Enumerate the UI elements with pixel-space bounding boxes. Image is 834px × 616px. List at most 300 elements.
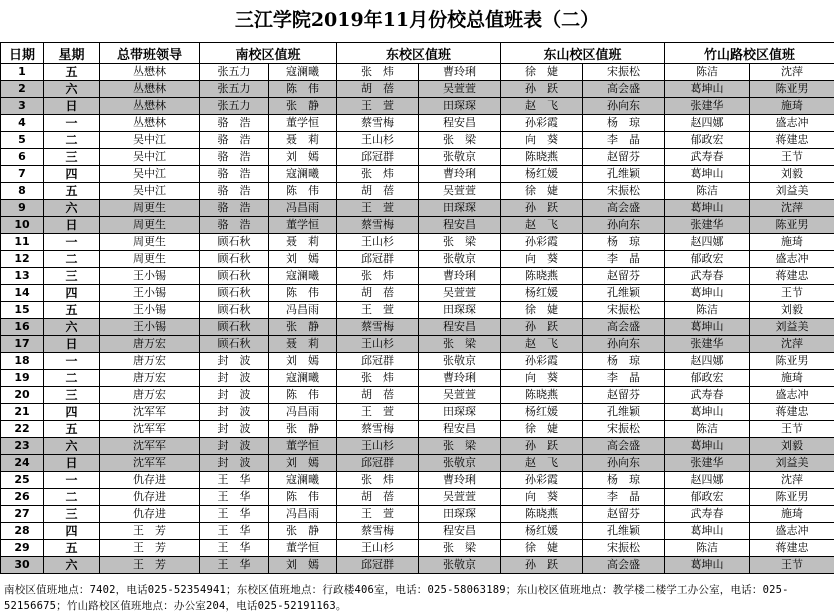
south-campus-duty-2: 董学恒 xyxy=(269,217,337,234)
south-campus-duty-1: 顾石秋 xyxy=(200,251,269,268)
south-campus-duty-2: 冯昌雨 xyxy=(269,200,337,217)
east-campus-duty-1: 王 萱 xyxy=(337,98,419,115)
table-row xyxy=(1,353,834,370)
east-campus-duty-1: 王山杉 xyxy=(337,132,419,149)
date-cell: 23 xyxy=(1,438,44,455)
dongshan-campus-duty-2: 杨 琼 xyxy=(583,115,665,132)
south-campus-duty-1: 顾石秋 xyxy=(200,268,269,285)
zhushan-campus-duty-2: 盛志冲 xyxy=(750,115,834,132)
south-campus-duty-2: 陈 伟 xyxy=(269,285,337,302)
east-campus-duty-2: 程安昌 xyxy=(419,421,501,438)
east-campus-duty-1: 蔡雪梅 xyxy=(337,217,419,234)
leader-cell: 唐万宏 xyxy=(100,336,200,353)
leader-cell: 王小锡 xyxy=(100,268,200,285)
zhushan-campus-duty-2: 盛志冲 xyxy=(750,387,834,404)
date-cell: 7 xyxy=(1,166,44,183)
leader-cell: 沈军军 xyxy=(100,421,200,438)
zhushan-campus-duty-1: 郁政宏 xyxy=(665,370,750,387)
south-campus-duty-2: 寇澜曦 xyxy=(269,64,337,81)
weekday-cell: 六 xyxy=(44,557,100,574)
zhushan-campus-duty-1: 葛坤山 xyxy=(665,200,750,217)
leader-cell: 丛懋林 xyxy=(100,64,200,81)
zhushan-campus-duty-2: 刘益美 xyxy=(750,455,834,472)
dongshan-campus-duty-1: 向 葵 xyxy=(501,489,583,506)
table-row xyxy=(1,370,834,387)
header-south-campus: 南校区值班 xyxy=(200,43,337,64)
dongshan-campus-duty-2: 赵留芬 xyxy=(583,387,665,404)
dongshan-campus-duty-1: 赵 飞 xyxy=(501,217,583,234)
east-campus-duty-2: 张敬京 xyxy=(419,149,501,166)
date-cell: 13 xyxy=(1,268,44,285)
south-campus-duty-1: 顾石秋 xyxy=(200,336,269,353)
zhushan-campus-duty-1: 张建华 xyxy=(665,455,750,472)
dongshan-campus-duty-1: 孙 跃 xyxy=(501,557,583,574)
weekday-cell: 四 xyxy=(44,285,100,302)
date-cell: 1 xyxy=(1,64,44,81)
east-campus-duty-2: 张 梁 xyxy=(419,540,501,557)
zhushan-campus-duty-2: 陈亚男 xyxy=(750,217,834,234)
zhushan-campus-duty-1: 陈洁 xyxy=(665,64,750,81)
south-campus-duty-1: 王 华 xyxy=(200,489,269,506)
table-row xyxy=(1,489,834,506)
header-east-campus: 东校区值班 xyxy=(337,43,501,64)
east-campus-duty-2: 曹玲琍 xyxy=(419,370,501,387)
zhushan-campus-duty-1: 葛坤山 xyxy=(665,285,750,302)
east-campus-duty-1: 胡 蓓 xyxy=(337,81,419,98)
dongshan-campus-duty-1: 杨红媛 xyxy=(501,404,583,421)
east-campus-duty-1: 王 萱 xyxy=(337,302,419,319)
south-campus-duty-2: 张 静 xyxy=(269,523,337,540)
weekday-cell: 四 xyxy=(44,166,100,183)
south-campus-duty-1: 骆 浩 xyxy=(200,200,269,217)
dongshan-campus-duty-1: 孙 跃 xyxy=(501,438,583,455)
date-cell: 19 xyxy=(1,370,44,387)
leader-cell: 周更生 xyxy=(100,234,200,251)
leader-cell: 吴中江 xyxy=(100,149,200,166)
dongshan-campus-duty-1: 赵 飞 xyxy=(501,455,583,472)
leader-cell: 丛懋林 xyxy=(100,115,200,132)
table-row xyxy=(1,404,834,421)
zhushan-campus-duty-2: 王节 xyxy=(750,557,834,574)
dongshan-campus-duty-1: 徐 婕 xyxy=(501,64,583,81)
south-campus-duty-1: 骆 浩 xyxy=(200,149,269,166)
zhushan-campus-duty-2: 施琦 xyxy=(750,234,834,251)
weekday-cell: 二 xyxy=(44,132,100,149)
table-row xyxy=(1,166,834,183)
dongshan-campus-duty-2: 高会盛 xyxy=(583,557,665,574)
weekday-cell: 三 xyxy=(44,149,100,166)
dongshan-campus-duty-2: 孔维颖 xyxy=(583,166,665,183)
table-row xyxy=(1,438,834,455)
leader-cell: 丛懋林 xyxy=(100,81,200,98)
leader-cell: 唐万宏 xyxy=(100,353,200,370)
dongshan-campus-duty-2: 孙向东 xyxy=(583,336,665,353)
table-row xyxy=(1,387,834,404)
zhushan-campus-duty-2: 蒋建忠 xyxy=(750,268,834,285)
table-row xyxy=(1,506,834,523)
dongshan-campus-duty-2: 高会盛 xyxy=(583,81,665,98)
south-campus-duty-2: 聂 莉 xyxy=(269,234,337,251)
date-cell: 18 xyxy=(1,353,44,370)
zhushan-campus-duty-1: 葛坤山 xyxy=(665,319,750,336)
south-campus-duty-1: 王 华 xyxy=(200,506,269,523)
zhushan-campus-duty-2: 陈亚男 xyxy=(750,81,834,98)
zhushan-campus-duty-1: 赵四娜 xyxy=(665,353,750,370)
dongshan-campus-duty-1: 孙 跃 xyxy=(501,319,583,336)
zhushan-campus-duty-2: 沈萍 xyxy=(750,472,834,489)
dongshan-campus-duty-2: 赵留芬 xyxy=(583,149,665,166)
south-campus-duty-1: 骆 浩 xyxy=(200,166,269,183)
leader-cell: 唐万宏 xyxy=(100,387,200,404)
east-campus-duty-1: 张 炜 xyxy=(337,370,419,387)
zhushan-campus-duty-1: 武寿春 xyxy=(665,268,750,285)
south-campus-duty-1: 顾石秋 xyxy=(200,319,269,336)
east-campus-duty-1: 蔡雪梅 xyxy=(337,421,419,438)
leader-cell: 王小锡 xyxy=(100,285,200,302)
south-campus-duty-1: 王 华 xyxy=(200,523,269,540)
weekday-cell: 日 xyxy=(44,98,100,115)
zhushan-campus-duty-2: 刘毅 xyxy=(750,438,834,455)
weekday-cell: 二 xyxy=(44,251,100,268)
south-campus-duty-1: 顾石秋 xyxy=(200,234,269,251)
leader-cell: 吴中江 xyxy=(100,183,200,200)
table-body xyxy=(1,64,834,574)
east-campus-duty-2: 程安昌 xyxy=(419,217,501,234)
zhushan-campus-duty-1: 赵四娜 xyxy=(665,234,750,251)
dongshan-campus-duty-1: 孙彩霞 xyxy=(501,234,583,251)
date-cell: 28 xyxy=(1,523,44,540)
table-row xyxy=(1,557,834,574)
zhushan-campus-duty-1: 陈洁 xyxy=(665,183,750,200)
leader-cell: 王小锡 xyxy=(100,302,200,319)
south-campus-duty-2: 刘 嫣 xyxy=(269,149,337,166)
dongshan-campus-duty-1: 孙 跃 xyxy=(501,81,583,98)
east-campus-duty-2: 张敬京 xyxy=(419,251,501,268)
date-cell: 29 xyxy=(1,540,44,557)
dongshan-campus-duty-1: 向 葵 xyxy=(501,132,583,149)
south-campus-duty-2: 聂 莉 xyxy=(269,132,337,149)
duty-table xyxy=(0,42,834,574)
east-campus-duty-1: 邱冠群 xyxy=(337,557,419,574)
dongshan-campus-duty-2: 宋振松 xyxy=(583,64,665,81)
zhushan-campus-duty-1: 郁政宏 xyxy=(665,251,750,268)
dongshan-campus-duty-1: 向 葵 xyxy=(501,370,583,387)
dongshan-campus-duty-2: 李 晶 xyxy=(583,251,665,268)
table-row xyxy=(1,540,834,557)
south-campus-duty-1: 张五力 xyxy=(200,81,269,98)
table-row xyxy=(1,132,834,149)
zhushan-campus-duty-2: 王节 xyxy=(750,149,834,166)
table-row xyxy=(1,472,834,489)
date-cell: 15 xyxy=(1,302,44,319)
dongshan-campus-duty-2: 高会盛 xyxy=(583,319,665,336)
dongshan-campus-duty-1: 徐 婕 xyxy=(501,421,583,438)
dongshan-campus-duty-1: 孙 跃 xyxy=(501,200,583,217)
table-row xyxy=(1,268,834,285)
date-cell: 12 xyxy=(1,251,44,268)
weekday-cell: 二 xyxy=(44,489,100,506)
east-campus-duty-2: 田琛琛 xyxy=(419,404,501,421)
east-campus-duty-1: 张 炜 xyxy=(337,268,419,285)
zhushan-campus-duty-1: 葛坤山 xyxy=(665,438,750,455)
table-row xyxy=(1,455,834,472)
leader-cell: 仇存进 xyxy=(100,506,200,523)
south-campus-duty-2: 寇澜曦 xyxy=(269,472,337,489)
weekday-cell: 日 xyxy=(44,336,100,353)
date-cell: 26 xyxy=(1,489,44,506)
zhushan-campus-duty-2: 刘毅 xyxy=(750,166,834,183)
date-cell: 16 xyxy=(1,319,44,336)
zhushan-campus-duty-1: 葛坤山 xyxy=(665,557,750,574)
zhushan-campus-duty-1: 武寿春 xyxy=(665,506,750,523)
zhushan-campus-duty-2: 沈萍 xyxy=(750,64,834,81)
south-campus-duty-1: 王 华 xyxy=(200,557,269,574)
east-campus-duty-2: 曹玲琍 xyxy=(419,472,501,489)
dongshan-campus-duty-1: 陈晓燕 xyxy=(501,268,583,285)
zhushan-campus-duty-1: 葛坤山 xyxy=(665,166,750,183)
date-cell: 8 xyxy=(1,183,44,200)
dongshan-campus-duty-2: 李 晶 xyxy=(583,489,665,506)
table-row xyxy=(1,251,834,268)
south-campus-duty-2: 刘 嫣 xyxy=(269,557,337,574)
table-row xyxy=(1,149,834,166)
leader-cell: 丛懋林 xyxy=(100,98,200,115)
table-row xyxy=(1,115,834,132)
zhushan-campus-duty-2: 陈亚男 xyxy=(750,489,834,506)
zhushan-campus-duty-2: 王节 xyxy=(750,285,834,302)
leader-cell: 沈军军 xyxy=(100,404,200,421)
date-cell: 5 xyxy=(1,132,44,149)
dongshan-campus-duty-1: 赵 飞 xyxy=(501,98,583,115)
east-campus-duty-2: 程安昌 xyxy=(419,115,501,132)
dongshan-campus-duty-1: 杨红媛 xyxy=(501,285,583,302)
zhushan-campus-duty-2: 盛志冲 xyxy=(750,251,834,268)
zhushan-campus-duty-2: 蒋建忠 xyxy=(750,540,834,557)
weekday-cell: 六 xyxy=(44,319,100,336)
east-campus-duty-2: 吴萱萱 xyxy=(419,183,501,200)
east-campus-duty-1: 王山杉 xyxy=(337,234,419,251)
east-campus-duty-1: 张 炜 xyxy=(337,64,419,81)
east-campus-duty-1: 邱冠群 xyxy=(337,149,419,166)
dongshan-campus-duty-1: 徐 婕 xyxy=(501,540,583,557)
east-campus-duty-2: 程安昌 xyxy=(419,523,501,540)
zhushan-campus-duty-2: 刘毅 xyxy=(750,302,834,319)
leader-cell: 周更生 xyxy=(100,200,200,217)
dongshan-campus-duty-2: 杨 琼 xyxy=(583,472,665,489)
zhushan-campus-duty-1: 赵四娜 xyxy=(665,115,750,132)
south-campus-duty-2: 寇澜曦 xyxy=(269,370,337,387)
east-campus-duty-2: 张敬京 xyxy=(419,455,501,472)
table-row xyxy=(1,285,834,302)
east-campus-duty-1: 王 萱 xyxy=(337,404,419,421)
leader-cell: 仇存进 xyxy=(100,472,200,489)
south-campus-duty-1: 封 波 xyxy=(200,421,269,438)
east-campus-duty-1: 王山杉 xyxy=(337,438,419,455)
south-campus-duty-2: 寇澜曦 xyxy=(269,268,337,285)
zhushan-campus-duty-1: 张建华 xyxy=(665,98,750,115)
east-campus-duty-2: 吴萱萱 xyxy=(419,81,501,98)
table-row xyxy=(1,234,834,251)
leader-cell: 仇存进 xyxy=(100,489,200,506)
south-campus-duty-1: 张五力 xyxy=(200,98,269,115)
table-row xyxy=(1,217,834,234)
dongshan-campus-duty-1: 赵 飞 xyxy=(501,336,583,353)
dongshan-campus-duty-2: 赵留芬 xyxy=(583,506,665,523)
leader-cell: 王 芳 xyxy=(100,557,200,574)
zhushan-campus-duty-1: 郁政宏 xyxy=(665,132,750,149)
weekday-cell: 四 xyxy=(44,523,100,540)
east-campus-duty-2: 张 梁 xyxy=(419,438,501,455)
zhushan-campus-duty-1: 葛坤山 xyxy=(665,404,750,421)
leader-cell: 王小锡 xyxy=(100,319,200,336)
date-cell: 2 xyxy=(1,81,44,98)
east-campus-duty-1: 胡 蓓 xyxy=(337,285,419,302)
dongshan-campus-duty-2: 宋振松 xyxy=(583,540,665,557)
leader-cell: 沈军军 xyxy=(100,438,200,455)
zhushan-campus-duty-1: 武寿春 xyxy=(665,387,750,404)
zhushan-campus-duty-1: 陈洁 xyxy=(665,540,750,557)
south-campus-duty-1: 张五力 xyxy=(200,64,269,81)
south-campus-duty-2: 张 静 xyxy=(269,421,337,438)
table-row xyxy=(1,81,834,98)
east-campus-duty-1: 蔡雪梅 xyxy=(337,115,419,132)
header-dongshan-campus: 东山校区值班 xyxy=(501,43,665,64)
east-campus-duty-1: 胡 蓓 xyxy=(337,489,419,506)
weekday-cell: 三 xyxy=(44,387,100,404)
weekday-cell: 日 xyxy=(44,455,100,472)
south-campus-duty-1: 骆 浩 xyxy=(200,132,269,149)
dongshan-campus-duty-1: 陈晓燕 xyxy=(501,506,583,523)
date-cell: 3 xyxy=(1,98,44,115)
east-campus-duty-1: 邱冠群 xyxy=(337,353,419,370)
zhushan-campus-duty-2: 蒋建忠 xyxy=(750,404,834,421)
east-campus-duty-2: 吴萱萱 xyxy=(419,387,501,404)
zhushan-campus-duty-2: 施琦 xyxy=(750,506,834,523)
table-row xyxy=(1,523,834,540)
dongshan-campus-duty-2: 杨 琼 xyxy=(583,234,665,251)
table-row xyxy=(1,200,834,217)
zhushan-campus-duty-2: 刘益美 xyxy=(750,183,834,200)
east-campus-duty-1: 王 萱 xyxy=(337,506,419,523)
table-header-row xyxy=(1,43,834,64)
south-campus-duty-2: 董学恒 xyxy=(269,540,337,557)
zhushan-campus-duty-1: 葛坤山 xyxy=(665,81,750,98)
zhushan-campus-duty-2: 王节 xyxy=(750,421,834,438)
date-cell: 30 xyxy=(1,557,44,574)
weekday-cell: 五 xyxy=(44,183,100,200)
zhushan-campus-duty-2: 施琦 xyxy=(750,370,834,387)
south-campus-duty-1: 封 波 xyxy=(200,404,269,421)
dongshan-campus-duty-2: 孔维颖 xyxy=(583,285,665,302)
header-zhushan-campus: 竹山路校区值班 xyxy=(665,43,834,64)
south-campus-duty-2: 陈 伟 xyxy=(269,81,337,98)
dongshan-campus-duty-1: 杨红媛 xyxy=(501,166,583,183)
south-campus-duty-2: 陈 伟 xyxy=(269,387,337,404)
dongshan-campus-duty-1: 孙彩霞 xyxy=(501,353,583,370)
east-campus-duty-1: 邱冠群 xyxy=(337,251,419,268)
east-campus-duty-2: 张敬京 xyxy=(419,557,501,574)
zhushan-campus-duty-1: 郁政宏 xyxy=(665,489,750,506)
zhushan-campus-duty-1: 武寿春 xyxy=(665,149,750,166)
date-cell: 11 xyxy=(1,234,44,251)
leader-cell: 周更生 xyxy=(100,251,200,268)
date-cell: 9 xyxy=(1,200,44,217)
south-campus-duty-2: 寇澜曦 xyxy=(269,166,337,183)
weekday-cell: 五 xyxy=(44,421,100,438)
zhushan-campus-duty-2: 刘益美 xyxy=(750,319,834,336)
zhushan-campus-duty-1: 赵四娜 xyxy=(665,472,750,489)
south-campus-duty-1: 封 波 xyxy=(200,370,269,387)
dongshan-campus-duty-2: 宋振松 xyxy=(583,302,665,319)
dongshan-campus-duty-2: 孙向东 xyxy=(583,217,665,234)
date-cell: 21 xyxy=(1,404,44,421)
dongshan-campus-duty-2: 赵留芬 xyxy=(583,268,665,285)
south-campus-duty-2: 董学恒 xyxy=(269,438,337,455)
weekday-cell: 五 xyxy=(44,540,100,557)
south-campus-duty-1: 骆 浩 xyxy=(200,183,269,200)
table-row xyxy=(1,183,834,200)
zhushan-campus-duty-1: 陈洁 xyxy=(665,421,750,438)
leader-cell: 唐万宏 xyxy=(100,370,200,387)
header-date: 日期 xyxy=(1,43,44,64)
east-campus-duty-1: 蔡雪梅 xyxy=(337,523,419,540)
table-row xyxy=(1,319,834,336)
east-campus-duty-2: 张 梁 xyxy=(419,336,501,353)
south-campus-duty-2: 冯昌雨 xyxy=(269,506,337,523)
south-campus-duty-2: 聂 莉 xyxy=(269,336,337,353)
weekday-cell: 三 xyxy=(44,506,100,523)
east-campus-duty-2: 曹玲琍 xyxy=(419,64,501,81)
zhushan-campus-duty-1: 陈洁 xyxy=(665,302,750,319)
dongshan-campus-duty-2: 孙向东 xyxy=(583,98,665,115)
page-title: 三江学院2019年11月份校总值班表（二） xyxy=(234,9,600,31)
zhushan-campus-duty-1: 张建华 xyxy=(665,336,750,353)
zhushan-campus-duty-2: 沈萍 xyxy=(750,200,834,217)
east-campus-duty-1: 王 萱 xyxy=(337,200,419,217)
south-campus-duty-2: 刘 嫣 xyxy=(269,251,337,268)
weekday-cell: 六 xyxy=(44,81,100,98)
east-campus-duty-2: 田琛琛 xyxy=(419,200,501,217)
east-campus-duty-2: 吴萱萱 xyxy=(419,285,501,302)
weekday-cell: 五 xyxy=(44,64,100,81)
leader-cell: 周更生 xyxy=(100,217,200,234)
weekday-cell: 六 xyxy=(44,200,100,217)
south-campus-duty-2: 张 静 xyxy=(269,98,337,115)
dongshan-campus-duty-1: 陈晓燕 xyxy=(501,149,583,166)
east-campus-duty-1: 蔡雪梅 xyxy=(337,319,419,336)
dongshan-campus-duty-2: 高会盛 xyxy=(583,438,665,455)
south-campus-duty-2: 张 静 xyxy=(269,319,337,336)
date-cell: 22 xyxy=(1,421,44,438)
south-campus-duty-1: 顾石秋 xyxy=(200,302,269,319)
east-campus-duty-1: 王山杉 xyxy=(337,540,419,557)
east-campus-duty-2: 田琛琛 xyxy=(419,302,501,319)
south-campus-duty-2: 冯昌雨 xyxy=(269,302,337,319)
dongshan-campus-duty-1: 徐 婕 xyxy=(501,183,583,200)
east-campus-duty-1: 张 炜 xyxy=(337,166,419,183)
south-campus-duty-2: 刘 嫣 xyxy=(269,455,337,472)
leader-cell: 吴中江 xyxy=(100,132,200,149)
zhushan-campus-duty-2: 陈亚男 xyxy=(750,353,834,370)
table-row xyxy=(1,302,834,319)
weekday-cell: 二 xyxy=(44,370,100,387)
table-row xyxy=(1,421,834,438)
east-campus-duty-2: 田琛琛 xyxy=(419,98,501,115)
weekday-cell: 一 xyxy=(44,234,100,251)
zhushan-campus-duty-2: 盛志冲 xyxy=(750,523,834,540)
east-campus-duty-2: 田琛琛 xyxy=(419,506,501,523)
date-cell: 25 xyxy=(1,472,44,489)
